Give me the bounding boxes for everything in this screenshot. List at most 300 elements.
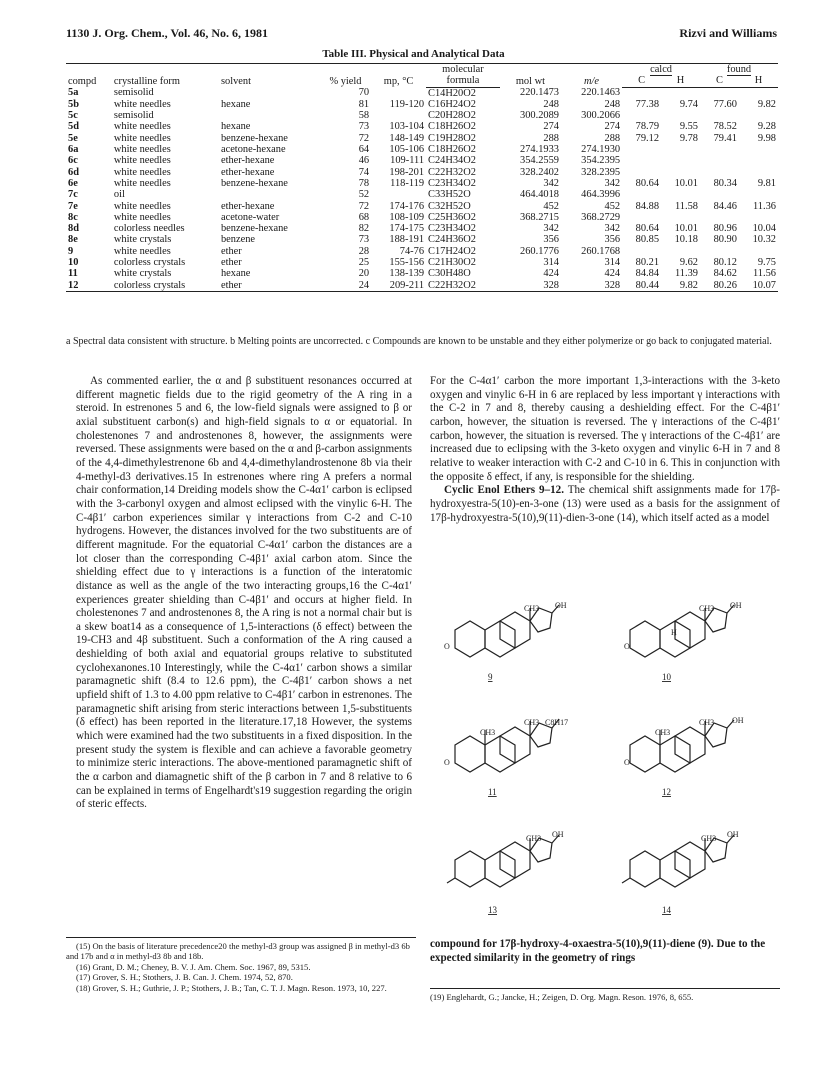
table-cell: C16H24O2 — [428, 98, 476, 110]
table-cell: 342 — [543, 177, 559, 189]
col-calcd-c: C — [622, 75, 661, 87]
label-ch3: CH3 — [655, 728, 671, 737]
table-cell: 288 — [543, 132, 559, 144]
table-cell: 84.46 — [713, 200, 737, 212]
table-cell: C23H34O2 — [428, 177, 476, 189]
table-cell: ether-hexane — [220, 166, 275, 178]
table-cell — [661, 212, 700, 223]
table-cell: 118-119 — [390, 177, 425, 189]
table-cell: 11.56 — [753, 268, 776, 280]
table-cell: 79.41 — [713, 132, 737, 144]
table-cell — [700, 246, 739, 257]
table-cell: white crystals — [113, 234, 172, 246]
table-cell: 354.2559 — [520, 155, 559, 167]
table-cell: C19H28O2 — [428, 132, 476, 144]
table-cell: 70 — [358, 87, 370, 99]
table-cell: 7c — [68, 189, 78, 201]
table-cell: 105-106 — [389, 144, 425, 156]
table-cell — [739, 246, 778, 257]
table-cell: 64 — [358, 144, 370, 156]
table-footnote: a Spectral data consistent with structure. b Melting points are uncorrected. c Compounds are known to be unstable and they either polymerize or go back to conjugated material. — [66, 336, 772, 347]
table-row — [66, 189, 778, 200]
table-cell — [622, 155, 661, 166]
table-row — [66, 155, 778, 166]
table-cell: 10.32 — [752, 234, 776, 246]
table-cell: 10.07 — [739, 280, 778, 292]
table-cell: 80.21 — [635, 257, 660, 269]
table-cell — [622, 87, 661, 99]
table-cell: 328.2395 — [581, 166, 621, 178]
table-cell — [661, 189, 700, 200]
table-cell: C22H32O2 — [426, 280, 500, 292]
table-cell: 452 — [604, 200, 621, 212]
table-cell: 464.4018 — [520, 189, 559, 201]
table-cell: 9.78 — [679, 132, 698, 144]
table-cell: 81 — [358, 98, 370, 110]
label-oh: OH — [555, 601, 567, 610]
table-cell: C18H26O2 — [428, 144, 476, 156]
table-cell — [739, 212, 778, 223]
table-caption: Table III. Physical and Analytical Data — [322, 48, 505, 60]
table-cell: 356 — [543, 234, 559, 246]
table-cell: 24 — [320, 280, 371, 292]
table-cell: 72 — [358, 200, 370, 212]
footnote-19: (19) Englehardt, G.; Jancke, H.; Zeigen, D. Org. Magn. Reson. 1976, 8, 655. — [430, 992, 694, 1002]
label-ch3: CH3 — [701, 834, 717, 843]
table-cell — [739, 87, 778, 99]
table-cell: 209-211 — [371, 280, 426, 292]
col-found-h: H — [739, 75, 778, 87]
structure-12 — [630, 720, 734, 772]
table-cell — [371, 87, 426, 99]
label-ch3: CH3 — [524, 718, 540, 727]
table-cell — [700, 110, 739, 121]
compound-label-13: 13 — [488, 905, 497, 915]
footnote-18: (18) Grover, S. H.; Guthrie, J. P.; Stothers, J. B.; Tan, C. T. J. Magn. Reson. 1973, 10, 227. — [76, 982, 387, 993]
table-cell: 198-201 — [389, 166, 425, 178]
structures-svg — [430, 575, 780, 930]
table-cell: 6c — [68, 155, 78, 167]
table-cell: 84.84 — [635, 268, 660, 280]
table-cell: 68 — [358, 211, 370, 223]
table-cell: 79.12 — [635, 132, 660, 144]
table-cell: semisolid — [113, 87, 154, 99]
label-o: O — [624, 642, 630, 651]
compound-label-9: 9 — [488, 672, 493, 682]
col-calcd: calcd — [622, 64, 700, 76]
table-cell: 77.38 — [635, 98, 660, 110]
table-row — [66, 257, 778, 268]
table-cell: C20H28O2 — [428, 110, 476, 122]
right-continuation: compound for 17β-hydroxy-4-oxaestra-5(10),9(11)-diene (9). Due to the expected similarity in the geometry of rings — [430, 938, 766, 964]
table-cell — [661, 87, 700, 99]
table-cell — [661, 144, 700, 155]
table-cell — [700, 144, 739, 155]
table-cell: 248 — [543, 98, 559, 110]
table-cell: white needles — [113, 200, 171, 212]
table-cell: 84.88 — [635, 200, 660, 212]
table-cell — [739, 110, 778, 121]
table-cell: hexane — [220, 268, 251, 280]
table-cell: 12 — [66, 280, 112, 292]
col-me: m/e — [561, 64, 622, 88]
table-row — [66, 178, 778, 189]
table-cell: 78 — [358, 177, 370, 189]
footnote-15: (15) On the basis of literature precedence20 the methyl-d3 group was assigned β in methyl-d3 6b and 17b and α in methyl-d3 8b and 18b. — [66, 941, 410, 962]
col-found: found — [700, 64, 778, 76]
label-c8h17: C8H17 — [545, 718, 569, 727]
table-row — [66, 268, 778, 279]
col-crystalline: crystalline form — [112, 64, 219, 88]
table-cell — [622, 212, 661, 223]
footnote-16: (16) Grant, D. M.; Cheney, B. V. J. Am. Chem. Soc. 1967, 89, 5315. — [76, 961, 311, 972]
table-cell — [219, 110, 320, 121]
table-cell: 260.1776 — [520, 245, 559, 257]
table-cell: 10.01 — [674, 223, 698, 235]
table-cell: 10.18 — [674, 234, 698, 246]
table-cell: acetone-water — [220, 211, 280, 223]
table-cell: 174-175 — [389, 223, 425, 235]
table-row — [66, 110, 778, 121]
table-row — [66, 167, 778, 178]
table-cell — [661, 155, 700, 166]
table-cell — [622, 189, 661, 200]
table-cell: 424 — [604, 268, 621, 280]
table-cell: colorless needles — [113, 223, 185, 235]
table-cell: 103-104 — [389, 121, 425, 133]
table-cell: 368.2729 — [581, 211, 621, 223]
table-cell: hexane — [220, 121, 251, 133]
table-cell: 354.2395 — [581, 155, 621, 167]
table-cell: C32H52O — [428, 200, 471, 212]
table-cell: white needles — [113, 121, 171, 133]
table-cell: 80.26 — [700, 280, 739, 292]
table-cell: white needles — [113, 132, 171, 144]
table-cell: C25H36O2 — [428, 211, 476, 223]
journal-citation: 1130 J. Org. Chem., Vol. 46, No. 6, 1981 — [66, 26, 269, 40]
table-cell: 78.79 — [635, 121, 660, 133]
col-solvent: solvent — [219, 64, 320, 88]
label-oh: OH — [727, 830, 739, 839]
table-cell — [700, 167, 739, 178]
footnotes-left — [66, 937, 416, 993]
compound-label-12: 12 — [662, 787, 671, 797]
table-cell: 109-111 — [390, 155, 425, 167]
table-cell: ether — [220, 245, 242, 257]
table-cell — [371, 189, 426, 200]
table-cell: 274.1930 — [581, 144, 621, 156]
structure-14 — [622, 835, 734, 887]
table-cell: C30H48O — [428, 268, 471, 280]
table-cell: 11.36 — [753, 200, 776, 212]
table-cell: white needles — [113, 177, 171, 189]
authors: Rizvi and Williams — [679, 26, 777, 40]
table-row — [66, 144, 778, 155]
table-cell: 138-139 — [389, 268, 425, 280]
right-column — [430, 375, 780, 525]
table-cell: 10.04 — [752, 223, 776, 235]
footnotes-right — [430, 988, 780, 1002]
table-cell: 80.96 — [713, 223, 737, 235]
compound-label-10: 10 — [662, 672, 671, 682]
table-cell: 28 — [358, 245, 370, 257]
table-cell: 274.1933 — [520, 144, 559, 156]
table-cell: 74-76 — [399, 245, 425, 257]
table-cell: 342 — [543, 223, 559, 235]
label-h: H — [671, 628, 677, 637]
table-cell: 20 — [358, 268, 370, 280]
label-ch3: CH3 — [524, 604, 540, 613]
table-cell: white needles — [113, 245, 171, 257]
compound-label-11: 11 — [488, 787, 497, 797]
table-cell: 11 — [68, 268, 78, 280]
structure-10 — [630, 605, 734, 657]
paragraph-with-heading — [430, 484, 780, 525]
table-cell: white needles — [113, 144, 171, 156]
table-cell: 274 — [543, 121, 559, 133]
col-molecular: molecular — [426, 64, 500, 76]
table-cell: 155-156 — [389, 257, 425, 269]
col-found-c: C — [700, 75, 739, 87]
table-cell: 72 — [358, 132, 370, 144]
table-cell — [622, 167, 661, 178]
table-cell: 9.62 — [679, 257, 698, 269]
table-cell: white needles — [113, 155, 171, 167]
table-cell: C17H24O2 — [428, 245, 476, 257]
label-o: O — [444, 758, 450, 767]
table-cell: 288 — [604, 132, 621, 144]
table-cell: C24H36O2 — [428, 234, 476, 246]
table-cell — [622, 110, 661, 121]
table-cell: 328.2402 — [520, 166, 559, 178]
table-cell: 424 — [543, 268, 559, 280]
table-cell: 84.62 — [713, 268, 737, 280]
footnote-17: (17) Grover, S. H.; Stothers, J. B. Can. J. Chem. 1974, 52, 870. — [76, 972, 293, 983]
table-cell: benzene-hexane — [220, 223, 288, 235]
table-cell: 73 — [358, 121, 370, 133]
table-row — [66, 212, 778, 223]
paragraph-text: The chemical shift assignments made for 17β-hydroxyestra-5(10)-en-3-one (13) were used as a basis for the assignment of 17β-hydroxyestra-5(10),9(11)-dien-3-one (14), which itself acted as a model — [430, 484, 781, 524]
col-calcd-h: H — [661, 75, 700, 87]
table-cell: 342 — [604, 177, 621, 189]
label-oh: OH — [730, 601, 742, 610]
table-cell — [219, 87, 320, 99]
table-cell: 260.1768 — [581, 245, 621, 257]
table-cell — [700, 155, 739, 166]
table-row — [66, 133, 778, 144]
table-cell: 7e — [68, 200, 78, 212]
table-cell: 11.58 — [675, 200, 698, 212]
table-row — [66, 223, 778, 234]
table-cell: 9.98 — [757, 132, 776, 144]
label-oh: OH — [732, 716, 744, 725]
label-ch3: CH3 — [480, 728, 496, 737]
table-cell: 80.90 — [713, 234, 737, 246]
table-cell: 174-176 — [389, 200, 425, 212]
table-cell: 342 — [604, 223, 621, 235]
table-cell: ether — [220, 257, 242, 269]
table-cell: 8e — [68, 234, 78, 246]
table-cell: 6a — [68, 144, 79, 156]
table-cell: 78.52 — [713, 121, 737, 133]
table-cell: 25 — [358, 257, 370, 269]
table-cell: 8c — [68, 211, 78, 223]
structure-11 — [455, 719, 559, 772]
table-cell: 9.74 — [679, 98, 698, 110]
table-cell: C33H52O — [428, 189, 471, 201]
table-cell — [661, 167, 700, 178]
table-cell: 274 — [604, 121, 621, 133]
table-cell: 9.81 — [757, 177, 776, 189]
table-cell: 9.28 — [757, 121, 776, 133]
paragraph: For the C-4α1′ carbon the more important 1,3-interactions with the 3-keto oxygen and vinylic 6-H in 6 are replaced by less important γ interactions with the C-2 in 7 and 8, thereby causing a deshielding effect. For the C-4β1′ carbon, however, the situation is reversed. The γ interactions of the C-4β1′ carbon, however, the situation is reversed. The γ interactions of the C-4β1′ are increased due to eclipsing with the 3-keto oxygen and vinylic 6-H in 7 and 8 relative to weaker interaction with C-2 and C-10 in 6. This in conjunction with the opposite δ effect, if any, is responsible for the shielding. — [430, 375, 780, 483]
table-cell: 6e — [68, 177, 78, 189]
table-cell: 5d — [68, 121, 79, 133]
table-cell: benzene — [220, 234, 256, 246]
table-cell: ether-hexane — [220, 200, 275, 212]
table-cell: 368.2715 — [520, 211, 559, 223]
table-row — [66, 99, 778, 110]
table-cell: C24H34O2 — [428, 155, 476, 167]
table-cell: 5b — [68, 98, 79, 110]
col-formula: formula — [426, 75, 500, 87]
table-row — [66, 280, 778, 292]
label-o: O — [444, 642, 450, 651]
table-cell: 314 — [604, 257, 621, 269]
label-ch3: CH3 — [699, 604, 715, 613]
table-cell: C22H32O2 — [428, 166, 476, 178]
table-cell: 9.75 — [757, 257, 776, 269]
table-cell: C14H20O2 — [428, 87, 476, 99]
table-cell: 80.44 — [622, 280, 661, 292]
table-cell: 6d — [68, 166, 79, 178]
table-cell: white needles — [113, 166, 171, 178]
table-cell — [739, 155, 778, 166]
table-cell — [739, 189, 778, 200]
table-cell: ether-hexane — [220, 155, 275, 167]
structure-9 — [455, 605, 559, 657]
table-cell: 188-191 — [389, 234, 425, 246]
col-compd: compd — [66, 64, 112, 88]
table-cell: 80.34 — [713, 177, 737, 189]
table-cell: 73 — [358, 234, 370, 246]
paragraph: As commented earlier, the α and β substituent resonances occurred at different magnetic fields due to the rigid geometry of the A ring in a steroid. In estrenones 5 and 6, the low-field signals were assigned to β or axial substituent carbon(s) and high-field signals to α or equatorial. In cholestenones 7 and androstenones 8, however, the assignments were reversed. These assignments were based on the α and β-carbon assignments of the 4,4-dimethylestrenone 6b and 4,4-dimethylandrostenone 8b via their 4-methyl-d3 derivatives.15 In estrenones where ring A prefers a normal chair conformation,14 Dreiding models show the C-4α1′ carbon is eclipsed with the 3-carbonyl oxygen and almost eclipsed with the vinylic 6-H. The C-4β1′ carbon experiences similar γ interactions from C-2 and C-10 hydrogens. However, the distances involved for the two substituents are of different magnitude. For the equatorial C-4α1′ carbon the distances are a lot closer than the corresponding C-4β1′ axial carbon atom. Since the shielding effect due to γ interactions is a function of the interatomic distance as well as the angle of the two interacting groups,16 the C-4α1′ experiences greater shielding than C-4β1′ and occurs at higher field. In cholestenones 7 and androstenones 8, the A ring is not a normal chair but is a skew boat14 as a consequence of 1,5-interactions (δ effect) between the 19-CH3 and 4β substituent. Such a conformation of the A ring caused a deshielding of both axial and equatorial groups relative to substituted cyclohexanones.10 Interestingly, while the C-4α1′ carbon shows a similar paramagnetic shift (8.4 to 12.6 ppm), the C-4β1′ carbon shows a net upfield shift of 1.3 to 4.00 ppm relative to C-4β1′ carbon in estrenones. The paramagnetic shift arising from steric interactions between 1,5-substituents (δ effect) has been reported in the literature.17,18 However, the systems which were examined had the two substituents in a fixed disposition. In the present study the system is flexible and can achieve a favorable geometry to minimize steric interactions. The above-mentioned paramagnetic shift of the α carbon and diamagnetic shift of the β carbon in 7 and 8 relative to 6 can be explained in terms of Engelhardt's19 suggestion regarding the origin of steric effects. — [76, 375, 412, 811]
table-row — [66, 201, 778, 212]
table-row — [66, 87, 778, 99]
table-cell: benzene-hexane — [220, 132, 288, 144]
table-cell: 356 — [604, 234, 621, 246]
table-cell: C23H34O2 — [428, 223, 476, 235]
table-cell — [661, 246, 700, 257]
table-cell: 148-149 — [389, 132, 425, 144]
table-cell: white crystals — [113, 268, 172, 280]
table-cell — [371, 110, 426, 121]
col-molwt: mol wt — [500, 64, 561, 88]
table-cell: 9 — [68, 245, 74, 257]
table-cell: white needles — [113, 98, 171, 110]
table-cell: 80.64 — [635, 177, 660, 189]
table-cell: 300.2066 — [581, 110, 621, 122]
table-cell: 9.82 — [661, 280, 700, 292]
table-cell: 80.85 — [635, 234, 660, 246]
table-cell — [739, 167, 778, 178]
table-cell: 300.2089 — [520, 110, 559, 122]
table-cell: 52 — [358, 189, 370, 201]
table-cell: ether — [219, 280, 320, 292]
table-cell: acetone-hexane — [220, 144, 286, 156]
label-ch3: CH3 — [526, 834, 542, 843]
table-cell: colorless crystals — [113, 257, 186, 269]
table-cell: semisolid — [113, 110, 154, 122]
left-column — [76, 375, 412, 812]
table-cell: 77.60 — [713, 98, 737, 110]
data-table — [66, 63, 778, 292]
table-cell: 5a — [68, 87, 79, 99]
table-cell — [219, 189, 320, 200]
table-cell: 10.01 — [674, 177, 698, 189]
table-cell: hexane — [220, 98, 251, 110]
table-cell: 74 — [358, 166, 370, 178]
table-cell: 10 — [68, 257, 79, 269]
table-cell: white needles — [113, 211, 171, 223]
table-cell: 82 — [358, 223, 370, 235]
label-oh: OH — [552, 830, 564, 839]
table-cell: oil — [113, 189, 125, 201]
table-cell — [622, 144, 661, 155]
table-cell: 8d — [68, 223, 79, 235]
table-cell: colorless crystals — [112, 280, 219, 292]
table-cell: 46 — [358, 155, 370, 167]
table-cell — [739, 144, 778, 155]
table-cell: 5e — [68, 132, 78, 144]
table-cell — [622, 246, 661, 257]
table-cell: 119-120 — [389, 98, 425, 110]
table-cell: benzene-hexane — [220, 177, 288, 189]
table-cell: 328 — [500, 280, 561, 292]
table-cell: 9.55 — [679, 121, 698, 133]
table-row — [66, 121, 778, 132]
table-cell: 80.12 — [713, 257, 737, 269]
structure-13 — [447, 835, 559, 887]
table-cell — [700, 212, 739, 223]
table-cell: 328 — [561, 280, 622, 292]
table-cell: 314 — [543, 257, 559, 269]
table-cell: 452 — [543, 200, 559, 212]
table-row — [66, 234, 778, 245]
table-cell: 5c — [68, 110, 78, 122]
compound-label-14: 14 — [662, 905, 671, 915]
table-cell: 464.3996 — [581, 189, 621, 201]
table-row — [66, 246, 778, 257]
table-cell: 80.64 — [635, 223, 660, 235]
table-cell: 220.1473 — [520, 87, 559, 99]
table-cell: 220.1463 — [581, 87, 621, 99]
table-cell — [700, 87, 739, 99]
col-yield: % yield — [320, 64, 371, 88]
structure-figures — [430, 575, 780, 930]
table-cell: 108-109 — [389, 211, 425, 223]
col-mp: mp, °C — [371, 64, 426, 88]
table-cell: 248 — [604, 98, 621, 110]
table-cell — [661, 110, 700, 121]
table-cell: 58 — [358, 110, 370, 122]
table-cell: C18H26O2 — [428, 121, 476, 133]
table-cell: 11.39 — [675, 268, 698, 280]
table-cell: 9.82 — [757, 98, 776, 110]
table-cell: C21H30O2 — [428, 257, 476, 269]
label-o: O — [624, 758, 630, 767]
section-heading: Cyclic Enol Ethers 9–12. — [444, 484, 564, 497]
